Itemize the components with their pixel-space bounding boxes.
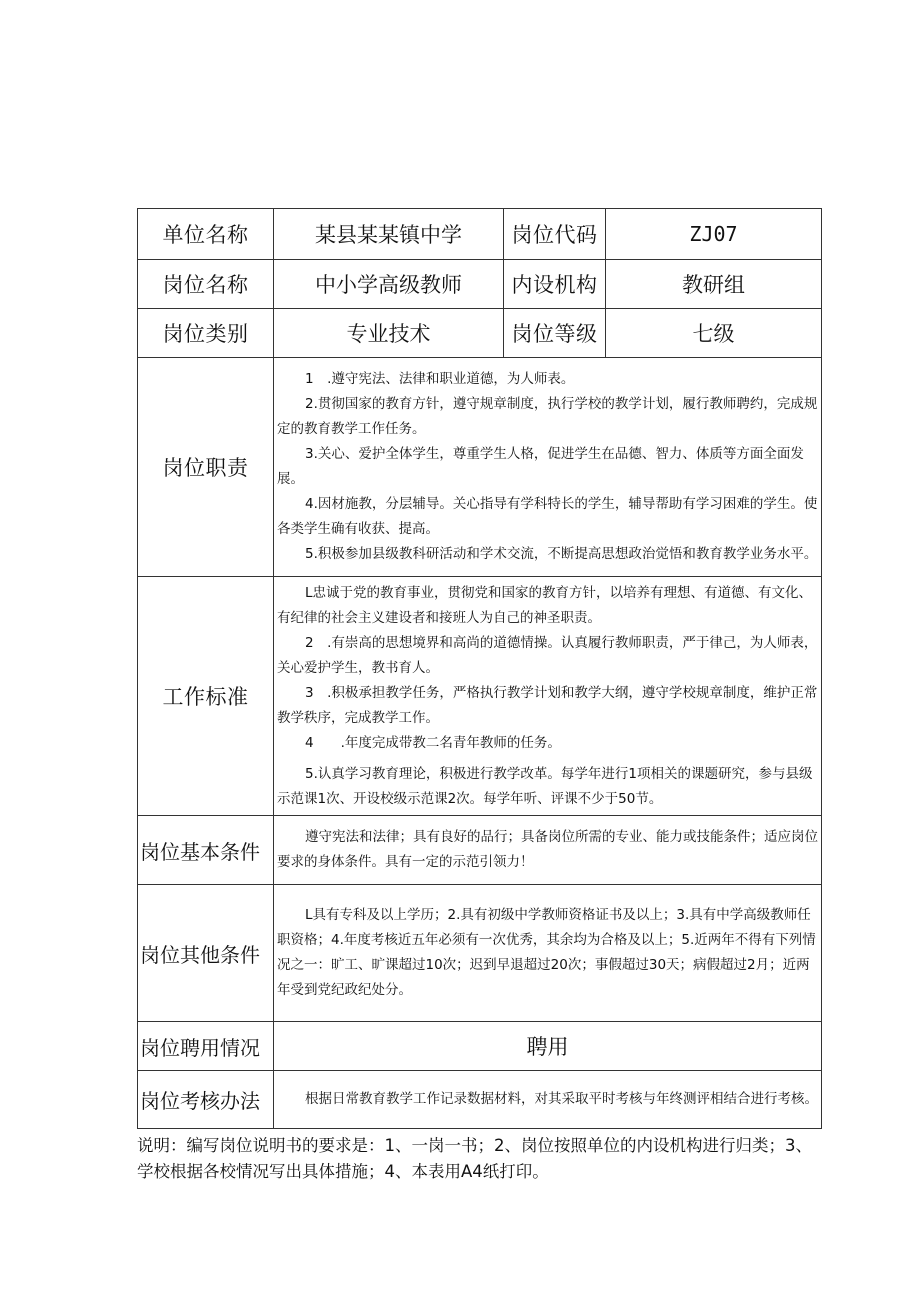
standard-item: 4 .年度完成带教二名青年教师的任务。: [305, 734, 561, 751]
row-unit: [138, 209, 822, 260]
value-department: 教研组: [606, 260, 822, 309]
label-standards: 工作标准: [138, 577, 274, 816]
duty-item: 1 .遵守宪法、法律和职业道德，为人师表。: [305, 371, 575, 387]
standard-item: 5.认真学习教育理论，积极进行教学改革。每学年进行1项相关的课题研究，参与县级示范课1次、开设校级示范课2次。每学年听、评课不少于50节。: [277, 765, 813, 807]
value-post-name: 中小学高级教师: [274, 260, 504, 309]
label-post-name: 岗位名称: [138, 260, 274, 309]
assessment-paragraph: 根据日常教育教学工作记录数据材料，对其采取平时考核与年终测评相结合进行考核。: [305, 1091, 818, 1107]
job-description-table: [137, 208, 822, 1129]
job-description-sheet: [137, 208, 821, 1185]
standard-item: L忠诚于党的教育事业，贯彻党和国家的教育方针，以培养有理想、有道德、有文化、有纪律的社会主义建设者和接班人为自己的神圣职责。: [277, 584, 813, 626]
label-other-conditions: 岗位其他条件: [138, 885, 274, 1022]
value-hire-status: 聘用: [274, 1022, 822, 1071]
row-post-category: [138, 309, 822, 358]
other-conditions-paragraph: L具有专科及以上学历；2.具有初级中学教师资格证书及以上；3.具有中学高级教师任职资格；4.年度考核近五年必须有一次优秀，其余均为合格及以上；5.近两年不得有下列情况之一：旷工、旷课超过10次；迟到早退超过20次；事假超过30天；病假超过2月；近两年受到党纪政纪处分。: [277, 907, 816, 998]
label-department: 内设机构: [504, 260, 606, 309]
assessment-text: [274, 1071, 822, 1129]
row-duties: [138, 358, 822, 577]
value-post-grade: 七级: [606, 309, 822, 358]
other-conditions-text: [274, 885, 822, 1022]
value-unit-name: 某县某某镇中学: [274, 209, 504, 260]
label-post-grade: 岗位等级: [504, 309, 606, 358]
row-other-conditions: [138, 885, 822, 1022]
value-post-category: 专业技术: [274, 309, 504, 358]
duties-text: [274, 358, 822, 577]
row-assessment: [138, 1071, 822, 1129]
label-assessment: 岗位考核办法: [138, 1071, 274, 1129]
duty-item: 5.积极参加县级教科研活动和学术交流，不断提高思想政治觉悟和教育教学业务水平。: [305, 546, 818, 562]
duty-item: 3.关心、爱护全体学生，尊重学生人格，促进学生在品德、智力、体质等方面全面发展。: [277, 446, 804, 487]
standards-text: [274, 577, 822, 816]
footnote: 说明：编写岗位说明书的要求是：1、一岗一书；2、岗位按照单位的内设机构进行归类；3、学校根据各校情况写出具体措施；4、本表用A4纸打印。: [137, 1136, 812, 1181]
label-post-code: 岗位代码: [504, 209, 606, 260]
label-hire-status: 岗位聘用情况: [138, 1022, 274, 1071]
row-post-name: [138, 260, 822, 309]
basic-conditions-text: [274, 816, 822, 885]
standard-item: 2 .有崇高的思想境界和高尚的道德情操。认真履行教师职责，严于律己，为人师表，关心爱护学生，教书育人。: [277, 634, 818, 676]
value-post-code: ZJ07: [606, 209, 822, 260]
row-hire-status: [138, 1022, 822, 1071]
row-basic-conditions: [138, 816, 822, 885]
label-duties: 岗位职责: [138, 358, 274, 577]
label-unit-name: 单位名称: [138, 209, 274, 260]
row-standards: [138, 577, 822, 816]
label-basic-conditions: 岗位基本条件: [138, 816, 274, 885]
basic-conditions-paragraph: 遵守宪法和法律；具有良好的品行；具备岗位所需的专业、能力或技能条件；适应岗位要求的身体条件。具有一定的示范引领力！: [277, 829, 818, 870]
label-post-category: 岗位类别: [138, 309, 274, 358]
duty-item: 4.因材施教，分层辅导。关心指导有学科特长的学生，辅导帮助有学习困难的学生。使各类学生确有收获、提高。: [277, 496, 818, 537]
standard-item: 3 .积极承担教学任务，严格执行教学计划和教学大纲，遵守学校规章制度，维护正常教学秩序，完成教学工作。: [277, 684, 818, 726]
duty-item: 2.贯彻国家的教育方针，遵守规章制度，执行学校的教学计划，履行教师聘约，完成规定的教育教学工作任务。: [277, 396, 818, 437]
